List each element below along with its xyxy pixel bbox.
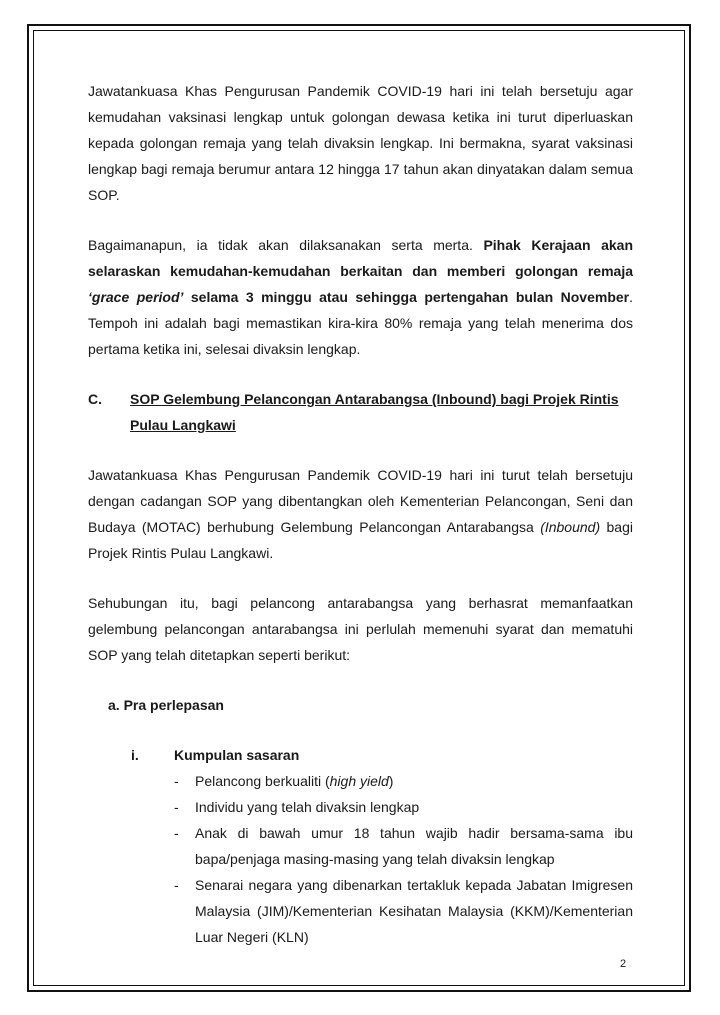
- paragraph-grace-period: [88, 232, 633, 362]
- section-c-letter: C.: [88, 391, 102, 407]
- grace-period-rest: . Tempoh ini adalah bagi memastikan kira-kira 80% remaja yang telah menerima dos pertama ketika ini, selesai divaksin lengkap.: [88, 289, 633, 357]
- motac-text-2: bagi Projek Rintis Pulau Langkawi.: [88, 519, 633, 561]
- subsection-a-heading: a. Pra perlepasan: [108, 697, 224, 713]
- paragraph-motac-sop: [88, 462, 633, 566]
- page-number: 2: [620, 958, 627, 970]
- list-item: - Senarai negara yang dibenarkan tertakluk kepada Jabatan Imigresen Malaysia (JIM)/Kementerian Kesihatan Malaysia (KKM)/Kementerian Luar Negeri (KLN): [174, 872, 633, 950]
- document-body: [88, 78, 633, 950]
- grace-period-bold-1: Pihak Kerajaan akan selaraskan kemudahan-kemudahan berkaitan dan memberi golongan remaja: [88, 237, 634, 279]
- subsection-i-title: Kumpulan sasaran: [174, 747, 300, 763]
- motac-text-1: Jawatankuasa Khas Pengurusan Pandemik COVID-19 hari ini turut telah bersetuju dengan cadangan SOP yang dibentangkan oleh Kementerian Pelancongan, Seni dan Budaya (MOTAC) berhubung Gelembung Pelancongan Antarabangsa: [88, 467, 633, 535]
- list-item: - Individu yang telah divaksin lengkap: [174, 794, 633, 820]
- section-c-title: SOP Gelembung Pelancongan Antarabangsa (Inbound) bagi Projek Rintis Pulau Langkawi: [130, 391, 619, 433]
- bullet-1-end: ): [388, 773, 394, 789]
- bullet-1-text: Pelancong berkualiti (: [195, 773, 330, 789]
- list-item: [174, 768, 633, 794]
- motac-inbound: (Inbound): [540, 519, 601, 535]
- bullet-1-italic: high yield: [329, 773, 389, 789]
- subsection-i-heading: [88, 742, 633, 768]
- target-group-list: [88, 768, 633, 950]
- grace-period-bold-2: selama 3 minggu atau sehingga pertengahan bulan November: [183, 289, 630, 305]
- paragraph-vaccination-teens: Jawatankuasa Khas Pengurusan Pandemik COVID-19 hari ini telah bersetuju agar kemudahan vaksinasi lengkap untuk golongan dewasa ketika ini turut diperluaskan kepada golongan remaja yang telah divaksin lengkap. Ini bermakna, syarat vaksinasi lengkap bagi remaja berumur antara 12 hingga 17 tahun akan dinyatakan dalam semua SOP.: [88, 83, 633, 203]
- grace-period-term: ‘grace period’: [88, 289, 184, 305]
- list-item: - Anak di bawah umur 18 tahun wajib hadir bersama-sama ibu bapa/penjaga masing-masing yang telah divaksin lengkap: [174, 820, 633, 872]
- paragraph-international-tourists: Sehubungan itu, bagi pelancong antarabangsa yang berhasrat memanfaatkan gelembung pelancongan antarabangsa ini perlulah memenuhi syarat dan mematuhi SOP yang telah ditetapkan seperti berikut:: [88, 595, 633, 663]
- subsection-i-number: i.: [131, 747, 139, 763]
- section-c-heading: [88, 386, 633, 438]
- grace-period-intro: Bagaimanapun, ia tidak akan dilaksanakan serta merta.: [88, 237, 484, 253]
